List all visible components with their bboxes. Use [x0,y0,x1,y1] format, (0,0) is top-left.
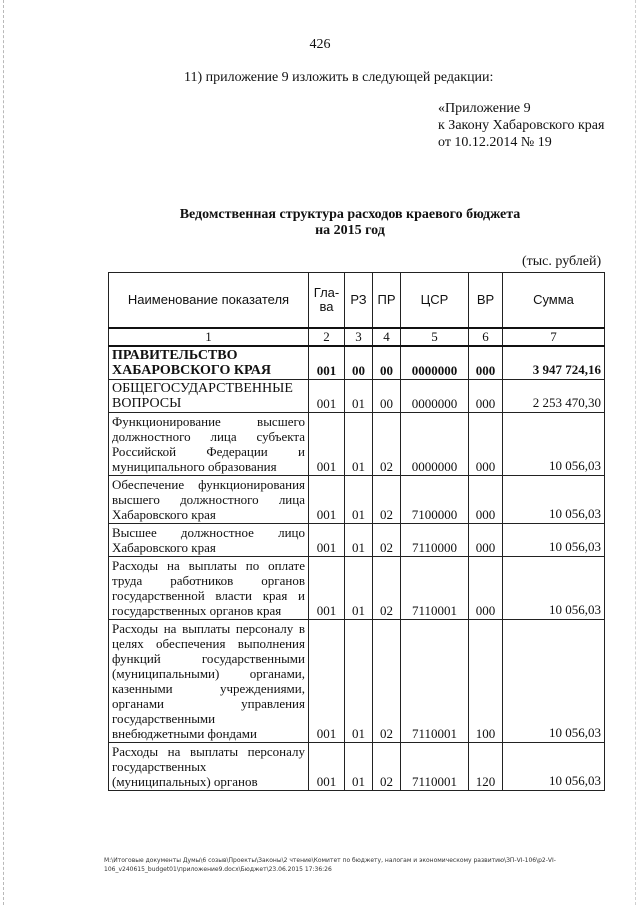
row-name: Расходы на выплаты персоналу в целях обеспечения выполнения функций государственными (муниципальными) органами, казенными учреждениями, органами управления государственными внебюджетными фондами [109,620,309,743]
row-glava: 001 [309,413,345,476]
appendix-line-1: «Приложение 9 [438,101,531,116]
column-number: 1 [109,328,309,346]
title-line-1: Ведомственная структура расходов краевого бюджета [179,207,521,222]
row-sum: 10 056,03 [503,524,605,557]
units-label: (тыс. рублей) [522,254,602,269]
row-vr: 000 [469,413,503,476]
table-row [109,476,605,524]
page-edge-left [3,0,5,905]
row-name: ПРАВИТЕЛЬСТВО ХАБАРОВСКОГО КРАЯ [109,346,309,380]
row-glava: 001 [309,380,345,413]
row-pr: 02 [373,620,401,743]
row-vr: 000 [469,346,503,380]
header-glava: Гла-ва [309,273,345,329]
row-pr: 02 [373,413,401,476]
row-csr: 7110001 [401,743,469,791]
row-name: Расходы на выплаты персоналу государственных (муниципальных) органов [109,743,309,791]
appendix-reference [438,100,604,151]
row-glava: 001 [309,620,345,743]
row-rz: 01 [345,476,373,524]
row-csr: 7110001 [401,620,469,743]
row-name: Высшее должностное лицо Хабаровского края [109,524,309,557]
table-row [109,524,605,557]
row-vr: 120 [469,743,503,791]
row-sum: 3 947 724,16 [503,346,605,380]
column-number: 7 [503,328,605,346]
budget-table [108,272,605,791]
table-row [109,380,605,413]
row-sum: 10 056,03 [503,413,605,476]
row-pr: 02 [373,524,401,557]
row-glava: 001 [309,476,345,524]
appendix-line-2: к Закону Хабаровского края [438,118,605,133]
row-rz: 01 [345,557,373,620]
row-rz: 01 [345,620,373,743]
header-vr: ВР [469,273,503,329]
row-glava: 001 [309,524,345,557]
row-glava: 001 [309,743,345,791]
row-sum: 10 056,03 [503,476,605,524]
row-csr: 7110001 [401,557,469,620]
row-csr: 7110000 [401,524,469,557]
row-pr: 00 [373,346,401,380]
row-rz: 01 [345,413,373,476]
row-csr: 7100000 [401,476,469,524]
column-number: 3 [345,328,373,346]
document-title [0,207,640,239]
table-row [109,620,605,743]
row-pr: 02 [373,476,401,524]
row-csr: 0000000 [401,346,469,380]
row-vr: 000 [469,380,503,413]
row-pr: 02 [373,743,401,791]
row-sum: 10 056,03 [503,557,605,620]
column-number: 2 [309,328,345,346]
header-sum: Сумма [503,273,605,329]
appendix-line-3: от 10.12.2014 № 19 [438,135,552,150]
amendment-intro: 11) приложение 9 изложить в следующей редакции: [184,70,494,85]
row-rz: 01 [345,380,373,413]
row-name: Расходы на выплаты по оплате труда работников органов государственной власти края и государственных органов края [109,557,309,620]
page-edge-right [635,0,637,905]
row-sum: 10 056,03 [503,743,605,791]
row-name: Функционирование высшего должностного лица субъекта Российской Федерации и муниципального образования [109,413,309,476]
table-row [109,413,605,476]
row-pr: 02 [373,557,401,620]
title-line-2: на 2015 год [315,223,385,238]
header-rz: РЗ [345,273,373,329]
page-number: 426 [309,37,331,52]
row-rz: 01 [345,524,373,557]
table-row [109,346,605,380]
row-vr: 000 [469,524,503,557]
header-pr: ПР [373,273,401,329]
header-csr: ЦСР [401,273,469,329]
file-path-footer: M:\Итоговые документы Думы\6 созыв\Проекты\Законы\2 чтение\Комитет по бюджету, налогам и экономическому развитию\ЗП-VI-106\р2-VI-106_v240615_budget01\приложение9.docx\Бюджет\23.06.2015 17:36:26 [104,857,556,873]
row-csr: 0000000 [401,380,469,413]
column-numbering-row [109,328,605,346]
row-glava: 001 [309,346,345,380]
row-vr: 000 [469,476,503,524]
row-csr: 0000000 [401,413,469,476]
row-name: Обеспечение функционирования высшего должностного лица Хабаровского края [109,476,309,524]
table-row [109,557,605,620]
row-rz: 01 [345,743,373,791]
header-name: Наименование показателя [109,273,309,329]
row-sum: 2 253 470,30 [503,380,605,413]
table-header-row [109,273,605,329]
row-vr: 000 [469,557,503,620]
column-number: 4 [373,328,401,346]
row-sum: 10 056,03 [503,620,605,743]
column-number: 6 [469,328,503,346]
row-pr: 00 [373,380,401,413]
row-vr: 100 [469,620,503,743]
table-row [109,743,605,791]
column-number: 5 [401,328,469,346]
row-glava: 001 [309,557,345,620]
row-rz: 00 [345,346,373,380]
row-name: ОБЩЕГОСУДАРСТВЕННЫЕ ВОПРОСЫ [109,380,309,413]
